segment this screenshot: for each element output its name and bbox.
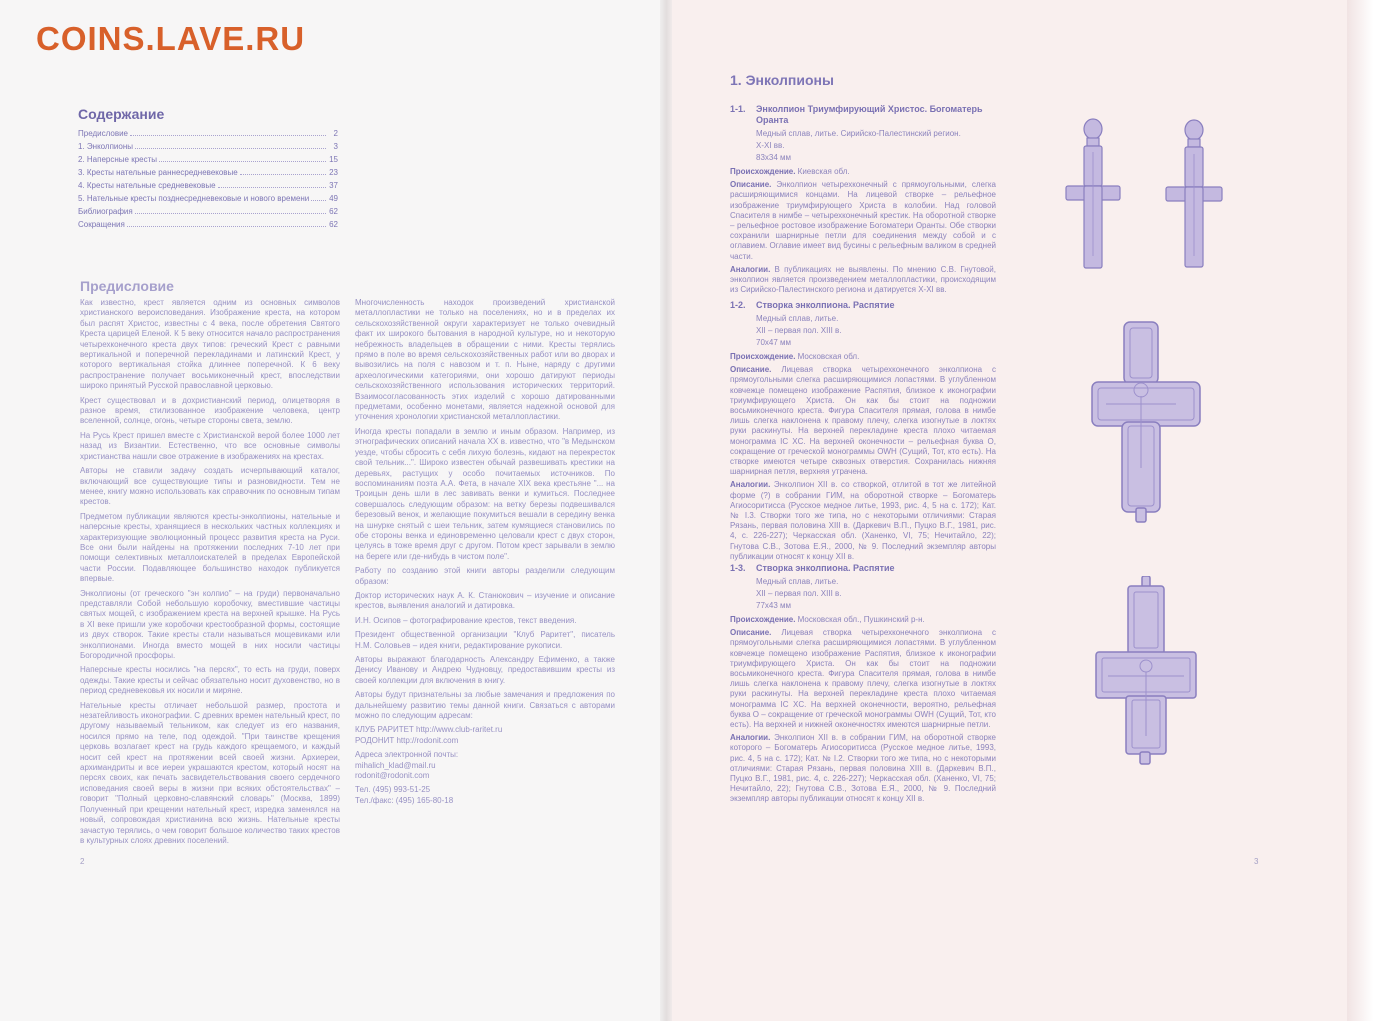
toc-row: [78, 218, 338, 231]
catalog-entry-2: [730, 300, 996, 565]
entry-number: 1-1.: [730, 104, 746, 114]
preface-paragraph: Доктор исторических наук А. К. Станюкович – изучение и описание крестов, выявления аналогий и датировка.: [355, 590, 615, 611]
entry-meta: [730, 313, 996, 349]
entry-title: Створка энколпиона. Распятие: [756, 300, 895, 310]
entry-analog: В публикациях не выявлены. По мнению С.В. Гнутовой, энколпион является произведением металлопластики, происходящим из Сирийско-Палестинского региона и датируется X-XI вв.: [730, 264, 997, 295]
scan-edge: [1347, 0, 1391, 1021]
entry-analog: Энколпион XII в. в собрании ГИМ, на оборотной створке которого – Богоматерь Агиосоритисса (Русское медное литье, 1993, рис. 4, 5 на с. 172); Кат. № I.2. Створки того же типа, но с некоторыми отличиями: Старая Рязань, первая половина XIII в. (Даркевич В.П., Пуцко В.Г., 1981, рис. 4, с. 226-227); Черкасская обл. (Ханенко, VI, 75; Нечитайло, 22); Гнутова С.В., Зотова Е.Я., 2000, № 9. Последний экземпляр авторы публикации относят к концу XII в.: [730, 733, 997, 804]
toc-label: 3. Кресты нательные раннесредневековые: [78, 168, 238, 177]
toc-page: 62: [329, 220, 338, 229]
preface-paragraph: Наперсные кресты носились "на персях", то есть на груди, поверх одежды. Такие кресты и сейчас обязательно носит духовенство, но в период средневековья их носили и миряне.: [80, 665, 340, 696]
toc-leader: [311, 192, 326, 201]
entry-desc-paragraph: [730, 365, 996, 477]
preface-paragraph: Нательные кресты отличает небольшой размер, простота и незатейливость иконографии. С древних времен нательный крест, по другому называемый тельником, как следует из его названия, носился прямо на теле, под одеждой. "При таинстве крещения церковь возлагает крест на грудь каждого крещаемого, и каждый носит сей крест на протяжении всей своей жизни. Архиереи, архимандриты и все иереи украшаются крестом, который носят на персях своих, как печать засвидетельствования своего сердечного исповедания своей веры в жизни при всяких обстоятельствах" – говорит "Полный церковно-славянский словарь" (Москва, 1899) Полученный при крещении нательный крест, изредка заменялся на новый, сопровождая христианина всю жизнь. Нательные кресты зачастую терялись, о чем говорит большое количество таких крестов в культурных слоях древних поселений.: [80, 700, 340, 845]
entry-date: XII – первая пол. XIII в.: [756, 326, 842, 335]
preface-paragraph: Крест существовал и в дохристианский период, олицетворяя в разное время, стилизованное изображение человека, центр вселенной, солнце, огонь, четыре стороны света, землю.: [80, 395, 340, 426]
entry-meta: [730, 576, 996, 612]
entry-date: X-XI вв.: [756, 141, 785, 150]
toc-label: Сокращения: [78, 220, 125, 229]
preface-paragraph: Президент общественной организации "Клуб Раритет", писатель Н.М. Соловьев – идея книги, редактирование рукописи.: [355, 630, 615, 650]
entry-text: [730, 352, 996, 562]
preface-title: Предисловие: [80, 278, 174, 294]
entry-text: [730, 615, 996, 805]
toc-label: 1. Энколпионы: [78, 142, 134, 151]
toc-page: 37: [329, 181, 338, 190]
toc-leader: [240, 166, 326, 175]
entry-text: [730, 167, 996, 295]
entry-size: 77x43 мм: [756, 601, 792, 610]
entry-meta: [730, 128, 996, 164]
preface-column-2: [355, 298, 615, 810]
enkolpion-3-photo: [1094, 576, 1200, 766]
preface-paragraph: Тел. (495) 993-51-25 Тел./факс: (495) 165-80-18: [355, 785, 454, 805]
entry-desc-paragraph: [730, 628, 996, 730]
toc-leader: [135, 140, 326, 149]
entry-date: XII – первая пол. XIII в.: [756, 589, 842, 598]
table-of-contents: [78, 127, 338, 231]
entry-desc: Энколпион четырехконечный с прямоугольными, слегка расширяющимися концами. На лицевой створке – рельефное изображение триумфирующего Христа в колобии. Над головой Спасителя в нимбе – четырехконечный крестик. На оборотной створке – рельефное ростовое изображение Богоматери Оранты. Обе створки сохранили шарнирные петли для соединения между собой и с оглавием. Оглавие имеет вид бусины с рельефным валиком в средней части.: [730, 180, 996, 261]
toc-page: 23: [329, 168, 338, 177]
entry-number: 1-3.: [730, 563, 746, 573]
preface-paragraph: Как известно, крест является одним из основных символов христианского вероисповедания. Изображение креста, на котором был распят Христос, известны с 4 века, после обретения Святого Креста царицей Еленой. К 5 веку относится начало распространения четырехконечного креста двух типов: греческий Крест с равными вертикальной и поперечной перекладинами и латинский Крест, у которого вертикальная стойка длиннее поперечной. К 6 веку распространение получает восьмиконечный крест, впоследствии широко принятый Русской православной церковью.: [80, 298, 340, 391]
toc-label: 2. Наперсные кресты: [78, 155, 158, 164]
toc-page: 2: [333, 129, 338, 138]
site-watermark: COINS.LAVE.RU: [36, 20, 306, 57]
preface-paragraph: Авторы выражают благодарность Александру Ефименко, а также Денису Иванову и Андрею Чудновцу, предоставившим кресты из своей коллекции для включения в книгу.: [355, 655, 615, 685]
toc-label: 5. Нательные кресты позднесредневековые и нового времени: [78, 194, 310, 203]
toc-row: [78, 179, 338, 192]
preface-paragraph: Предметом публикации являются кресты-энколпионы, нательные и наперсные кресты, хранящиеся в нескольких частных коллекциях и характеризующие эволюционный процесс развития креста на Руси. Все они были найдены на протяжении последних 7-10 лет при помощи селективных металлоискателей в пределах Европейской части России. Подавляющее большинство находок публикуется впервые.: [80, 511, 340, 584]
entry-material: Медный сплав, литье.: [756, 314, 839, 323]
entry-title: Створка энколпиона. Распятие: [756, 563, 895, 573]
entry-analog-paragraph: [730, 733, 996, 804]
preface-paragraph: Адреса электронной почты: mihalich_klad@mail.ru rodonit@rodonit.com: [355, 750, 459, 781]
preface-paragraph: На Русь Крест пришел вместе с Христианской верой более 1000 лет назад из Византии. Естественно, что все основные символы христианства нашли свое отражение в изображениях на крестах.: [80, 430, 340, 461]
enkolpion-1-photo: [1060, 116, 1240, 276]
section-title: 1. Энколпионы: [730, 72, 834, 88]
entry-origin: Московская обл.: [797, 352, 860, 361]
entry-desc-label: Описание.: [730, 628, 772, 638]
entry-desc: Лицевая створка четырехконечного энколпиона с прямоугольными слегка расширяющимися лопастями. В углубленном ковчежце помещено изображение Распятия, близкое к иконографии триумфирующего Христа. Он как бы стоит на подножии восьмиконечного креста. Фигура Спасителя прямая, голова в нимбе лишь слегка наклонена к правому плечу, слегка изогнутые в локтях руки раскинуты. На верхней перекладине креста плохо читаемая монограмма IC XC. На верхней оконечности, вероятно, рельефная буква О – сокращение от греческой монограммы ОWН (Сущий, Тот, кто есть). На верхней и нижней оконечностях имеются шарнирные петли.: [730, 628, 996, 730]
entry-title: Энколпион Триумфирующий Христос. Богоматерь Оранта: [756, 104, 983, 125]
toc-page: 49: [329, 194, 338, 203]
toc-row: [78, 153, 338, 166]
entry-material: Медный сплав, литье. Сирийско-Палестинский регион.: [756, 129, 961, 138]
entry-origin: Московская обл., Пушкинский р-н.: [797, 615, 925, 624]
entry-size: 70x47 мм: [756, 338, 792, 347]
entry-origin-paragraph: [730, 615, 996, 625]
toc-title: Содержание: [78, 106, 165, 122]
toc-page: 3: [333, 142, 338, 151]
entry-origin-label: Происхождение.: [730, 615, 796, 624]
preface-paragraph: Энколпионы (от греческого "эн колпио" – на груди) первоначально представляли Собой небольшую коробочку, вместившие частицы святых мощей, с изображением креста на верхней крышке. На Русь в XI веке пришли уже коробочки крестообразной формы, состоящие из двух створок. Такие кресты стали называться мощевиками или энколпионами. Иногда вместо мощей в них носили частицы Богородичной просфоры.: [80, 588, 340, 660]
preface-paragraph: Авторы будут признательны за любые замечания и предложения по дальнейшему развитию темы данной книги. Связаться с авторами можно по следующим адресам:: [355, 690, 615, 721]
toc-row: [78, 140, 338, 153]
enkolpion-2-photo: [1086, 318, 1206, 528]
toc-leader: [218, 179, 326, 188]
preface-column-1: [80, 298, 340, 850]
entry-analog-paragraph: [730, 480, 996, 562]
entry-analog-label: Аналогии.: [730, 264, 771, 274]
toc-row: [78, 205, 338, 218]
entry-analog-label: Аналогии.: [730, 733, 771, 743]
preface-paragraph: Иногда кресты попадали в землю и иным образом. Например, из этнографических описаний начала XX в. известно, что "в Медынском уезде, чтобы сбросить с себя лихую болезнь, кидают на перекресток свой тельник...". Широко известен обычай развешивать крестики на деревьях, растущих у особо почитаемых источников. По воспоминаниям поэта А.А. Фета, в начале XIX века крестьяне "... на Троицын день шли в лес завивать венки и кумиться. Последнее совершалось следующим образом: на ветку березы подвешивался березовый венок, и желающие покумиться вешали в середину венка на шнурке снятый с шеи тельник, затем кумящиеся становились по обе стороны венка и единовременно целовали крест с двух сторон, целуясь в тоже время друг с другом. Потом крест зарывали в землю на береге или где-нибудь в чистом поле".: [355, 426, 615, 561]
preface-paragraph: Многочисленность находок произведений христианской металлопластики не только на поселениях, но и в пределах их сельскохозяйственной округи характеризует не только очевидный факт их широкого бытования в народной культуре, но и некоторую небрежность владельцев в обращении с ними. Кресты терялись прямо в поле во время сельскохозяйственных работ или во дворах и вывозились на поля с навозом и т. п. Ныне, наряду с другими археологическими категориями, они хорошо датируют периоды сельскохозяйственного использования исторических территорий. Взаимосогласованность этих изделий с хорошо датированными предметами, особенно монетами, является надежной основой для уточнения хронологии христианской металлопластики.: [355, 298, 615, 422]
entry-desc: Лицевая створка четырехконечного энколпиона с прямоугольными слегка расширяющимися лопастями. В углубленном ковчежце помещено изображение Распятия, близкое к иконографии триумфирующего Христа. Он как бы стоит на подножии восьмиконечного креста. Фигура Спасителя прямая, голова в нимбе лишь слегка наклонена к правому плечу, слегка изогнутые в локтях руки раскинуты. На верхней перекладине креста плохо читаемая монограмма IC XC. На верхней оконечности – рельефная буква О, сокращение от греческой монограммы ОWН (Сущий, Тот, кто есть). На створке имеются четыре сквозных отверстия. Сохранилась нижняя шарнирная петля, верхняя утрачена.: [730, 365, 996, 477]
right-page-number: 3: [1254, 857, 1259, 866]
toc-row: [78, 127, 338, 140]
entry-heading: [730, 563, 996, 574]
entry-desc-label: Описание.: [730, 365, 772, 375]
preface-paragraph: Авторы не ставили задачу создать исчерпывающий каталог, включающий все существующие типы и разновидности. Тем не менее, книгу можно использовать как справочник по основным типам крестов.: [80, 466, 340, 507]
entry-analog-paragraph: [730, 265, 996, 296]
preface-paragraph: И.Н. Осипов – фотографирование крестов, текст введения.: [355, 615, 577, 625]
toc-label: Предисловие: [78, 129, 128, 138]
entry-origin-paragraph: [730, 167, 996, 177]
entry-desc-label: Описание.: [730, 180, 772, 190]
entry-material: Медный сплав, литье.: [756, 577, 839, 586]
preface-paragraph: Работу по созданию этой книги авторы разделили следующим образом:: [355, 566, 615, 586]
entry-number: 1-2.: [730, 300, 746, 310]
entry-heading: [730, 300, 996, 311]
entry-analog: Энколпион XII в. со створкой, отлитой в тот же литейной форме (?) в собрании ГИМ, на оборотной створке – Богоматерь Агиосоритисса (Русское медное литье, 1993, рис. 4, 5 на с. 172); Кат. № I.3. Створки того же типа, но с некоторыми отличиями: Старая Рязань, первая половина XIII в. (Даркевич В.П., Пуцко В.Г., 1981, рис. 4, с. 226-227); Черкасская обл. (Ханенко, VI, 75; Нечитайло, 22); Гнутова С.В., Зотова Е.Я., 2000, № 9. Последний экземпляр авторы публикации относят к концу XII в.: [730, 480, 996, 561]
entry-origin: Киевская обл.: [797, 167, 850, 176]
toc-leader: [130, 127, 326, 136]
entry-size: 83x34 мм: [756, 153, 792, 162]
toc-leader: [159, 153, 326, 162]
toc-leader: [135, 205, 326, 214]
entry-analog-label: Аналогии.: [730, 480, 771, 490]
entry-origin-label: Происхождение.: [730, 352, 796, 361]
toc-label: Библиография: [78, 207, 133, 216]
left-page-number: 2: [80, 857, 85, 866]
entry-origin-paragraph: [730, 352, 996, 362]
catalog-entry-3: [730, 563, 996, 808]
entry-desc-paragraph: [730, 180, 996, 262]
toc-page: 62: [329, 207, 338, 216]
toc-page: 15: [329, 155, 338, 164]
entry-heading: [730, 104, 996, 126]
toc-label: 4. Кресты нательные средневековые: [78, 181, 216, 190]
toc-leader: [127, 218, 326, 227]
catalog-entry-1: [730, 104, 996, 298]
toc-row: [78, 166, 338, 179]
preface-paragraph: КЛУБ РАРИТЕТ http://www.club-raritet.ru РОДОНИТ http://rodonit.com: [355, 725, 503, 745]
entry-origin-label: Происхождение.: [730, 167, 796, 176]
toc-row: [78, 192, 338, 205]
